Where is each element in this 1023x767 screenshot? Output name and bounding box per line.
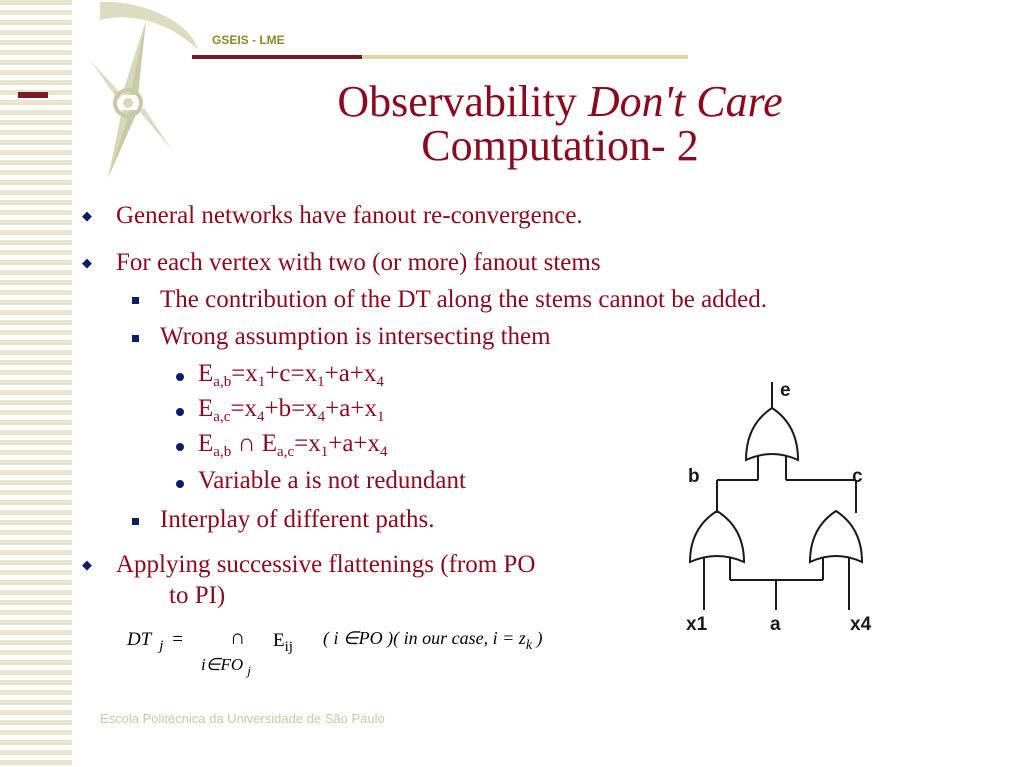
footer-text: Escola Politécnica da Universidade de São Paulo [100,711,385,726]
bullet-flattenings-line1: Applying successive flattenings (from PO [116,551,536,578]
formula-condition: ( i ∈PO )( in our case, $i = z_k$ ) [323,628,543,653]
diamond-bullet-icon: ◆ [82,208,92,223]
formula-eij: $E_{ij}$ [273,630,293,655]
label-a: a [770,614,781,635]
circuit-diagram [670,370,890,640]
bullet-variable-a: Variable a is not redundant [198,467,466,494]
bullet-flattenings-line2: to PI) [169,582,226,609]
header-rule-maroon [192,55,362,59]
header-rule-olive [362,55,688,59]
title-part1: Observability [337,77,588,126]
compass-logo [60,0,200,190]
label-x4: x4 [850,614,872,635]
dot-bullet-icon [176,443,184,451]
formula-index: i∈FO $_j$ [201,655,251,678]
diamond-bullet-icon: ◆ [82,255,92,270]
dot-bullet-icon [176,373,184,381]
or-gate-c [810,511,862,562]
label-c: c [852,466,863,487]
diamond-bullet-icon: ◆ [82,557,92,572]
square-bullet-icon [132,335,139,342]
bullet-wrong-assumption: Wrong assumption is intersecting them [160,323,551,350]
bullet-contribution: The contribution of the DT along the stems cannot be added. [160,286,768,313]
bullet-general-networks: General networks have fanout re-convergence. [116,202,583,229]
dot-bullet-icon [176,480,184,488]
header-tag: GSEIS - LME [212,33,285,47]
formula-lhs: DT $_j$ = [127,629,183,654]
equation-intersection: $E_{a,b}$ ∩ $E_{a,c}=x_1+a+x_4$ [198,430,388,460]
equation-eab: $E_{a,b}=x_1+c=x_1+a+x_4$ [198,360,384,390]
accent-bar-left [18,92,48,98]
intersection-operator: ∩ [230,625,246,649]
square-bullet-icon [132,518,139,525]
or-gate-e [746,408,798,460]
label-e: e [780,380,791,401]
label-x1: x1 [686,614,708,635]
dot-bullet-icon [176,408,184,416]
square-bullet-icon [132,297,139,304]
bullet-each-vertex: For each vertex with two (or more) fanout stems [116,249,601,276]
label-b: b [688,466,700,487]
slide-title [250,77,870,170]
equation-eac: $E_{a,c}=x_4+b=x_4+a+x_1$ [198,395,385,425]
bullet-interplay: Interplay of different paths. [160,506,435,533]
title-italic: Don't Care [587,77,783,126]
or-gate-b [690,511,744,562]
title-line2: Computation- 2 [421,121,699,170]
